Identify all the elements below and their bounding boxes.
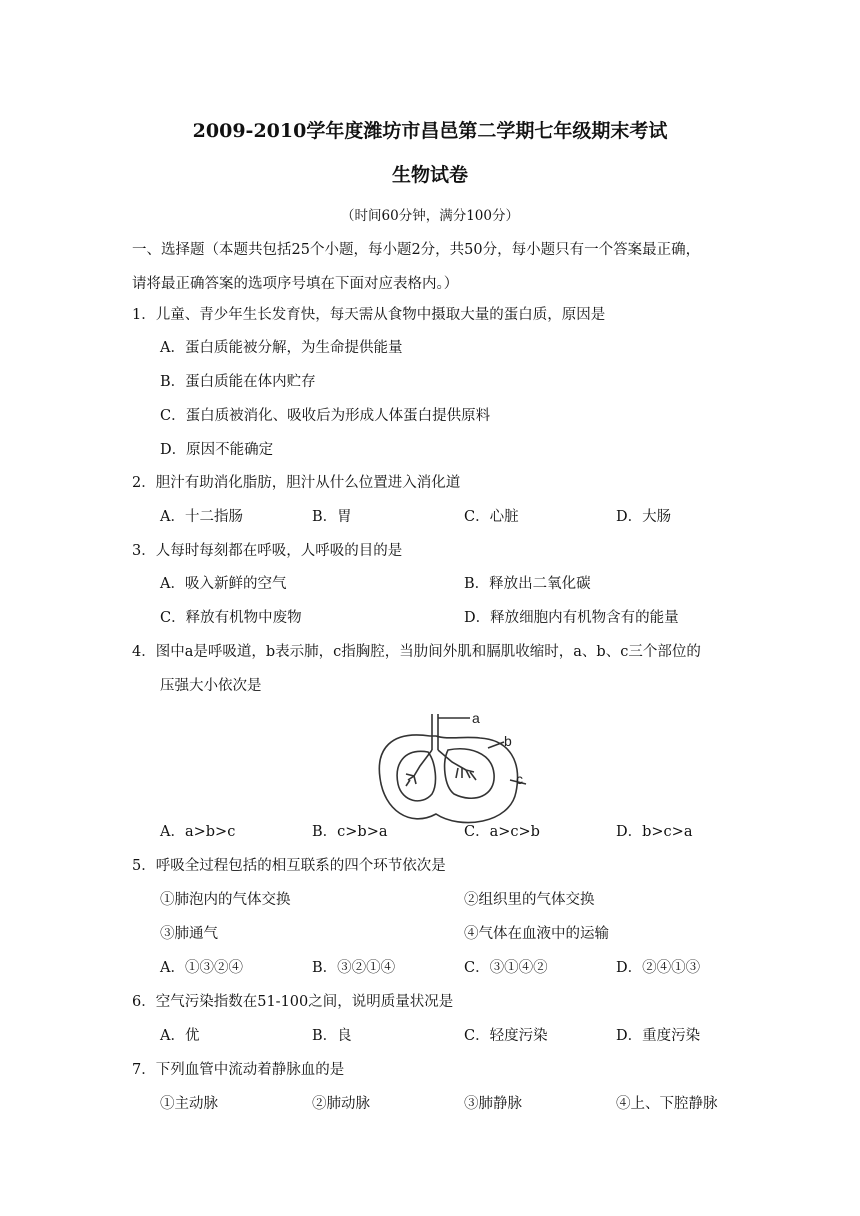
section-instruction-line1: 一、选择题（本题共包括25个小题，每小题2分，共50分，每小题只有一个答案最正确，	[132, 242, 701, 258]
question-5-item-4: ④气体在血液中的运输	[464, 926, 609, 942]
question-4-option-a: A．a>b>c	[160, 824, 236, 840]
question-6-option-d: D．重度污染	[616, 1028, 701, 1044]
question-4-option-d: D．b>c>a	[616, 824, 693, 840]
thorax-outline	[379, 735, 517, 823]
question-5-item-2: ②组织里的气体交换	[464, 892, 595, 908]
question-4-stem-cont: 压强大小依次是	[160, 678, 262, 694]
lung-thorax-diagram	[370, 706, 530, 832]
question-5-option-c: C．③①④②	[464, 960, 548, 976]
question-5-item-3: ③肺通气	[160, 926, 218, 942]
question-2-option-b: B．胃	[312, 509, 352, 525]
question-4-option-b: B．c>b>a	[312, 824, 388, 840]
left-lung	[397, 751, 435, 800]
question-1-option-c: C．蛋白质被消化、吸收后为形成人体蛋白提供原料	[160, 408, 491, 424]
question-2-option-d: D．大肠	[616, 509, 672, 525]
question-6-option-b: B．良	[312, 1028, 352, 1044]
question-7-item-4: ④上、下腔静脉	[616, 1096, 718, 1112]
question-1-stem: 1．儿童、青少年生长发育快，每天需从食物中摄取大量的蛋白质，原因是	[132, 307, 606, 323]
question-5-item-1: ①肺泡内的气体交换	[160, 892, 291, 908]
question-6-option-c: C．轻度污染	[464, 1028, 548, 1044]
right-lung	[445, 749, 495, 798]
question-6-stem: 6．空气污染指数在51-100之间，说明质量状况是	[132, 994, 454, 1010]
question-5-stem: 5．呼吸全过程包括的相互联系的四个环节依次是	[132, 858, 446, 874]
question-2-option-c: C．心脏	[464, 509, 519, 525]
label-c: c	[516, 771, 523, 787]
label-a: a	[472, 710, 480, 726]
question-3-stem: 3．人每时每刻都在呼吸，人呼吸的目的是	[132, 543, 403, 559]
exam-time-score: （时间60分钟，满分100分）	[341, 208, 519, 224]
question-5-option-a: A．①③②④	[160, 960, 243, 976]
section-instruction-line2: 请将最正确答案的选项序号填在下面对应表格内。）	[132, 276, 459, 292]
question-3-option-b: B．释放出二氧化碳	[464, 576, 591, 592]
question-2-option-a: A．十二指肠	[160, 509, 243, 525]
question-4-stem: 4．图中a是呼吸道，b表示肺，c指胸腔，当肋间外肌和膈肌收缩时，a、b、c三个部位的	[132, 644, 701, 660]
exam-subtitle: 生物试卷	[391, 164, 468, 186]
label-b: b	[504, 733, 512, 749]
exam-title: 2009-2010学年度潍坊市昌邑第二学期七年级期末考试	[192, 120, 668, 142]
question-1-option-b: B．蛋白质能在体内贮存	[160, 374, 316, 390]
question-7-stem: 7．下列血管中流动着静脉血的是	[132, 1062, 345, 1078]
question-5-option-d: D．②④①③	[616, 960, 701, 976]
question-6-option-a: A．优	[160, 1028, 200, 1044]
question-3-option-d: D．释放细胞内有机物含有的能量	[464, 610, 679, 626]
question-3-option-c: C．释放有机物中废物	[160, 610, 302, 626]
question-7-item-3: ③肺静脉	[464, 1096, 522, 1112]
question-1-option-a: A．蛋白质能被分解，为生命提供能量	[160, 340, 403, 356]
question-7-item-2: ②肺动脉	[312, 1096, 370, 1112]
question-1-option-d: D．原因不能确定	[160, 442, 274, 458]
question-4-option-c: C．a>c>b	[464, 824, 540, 840]
question-3-option-a: A．吸入新鲜的空气	[160, 576, 287, 592]
question-2-stem: 2．胆汁有助消化脂肪，胆汁从什么位置进入消化道	[132, 475, 461, 491]
question-5-option-b: B．③②①④	[312, 960, 396, 976]
question-7-item-1: ①主动脉	[160, 1096, 218, 1112]
